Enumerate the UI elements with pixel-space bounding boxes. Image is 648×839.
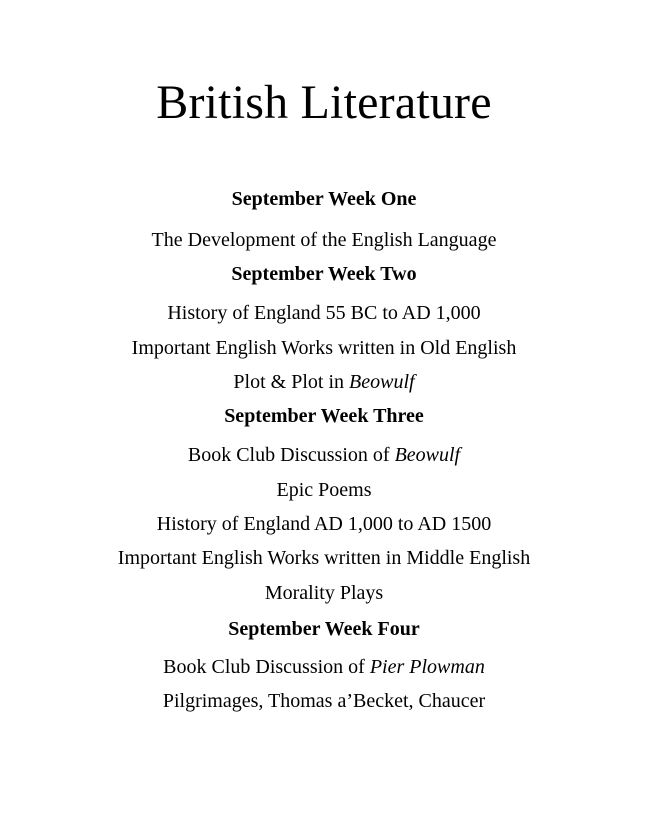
topic-line (0, 227, 648, 253)
topic-italic: Beowulf (349, 371, 415, 393)
topic-line (0, 545, 648, 571)
week-heading-4: September Week Four (228, 618, 420, 640)
topic-text: Important English Works written in Old English (131, 337, 517, 359)
topic-text: Book Club Discussion of (163, 656, 370, 678)
topic-line (0, 654, 648, 680)
topic-text: Morality Plays (264, 582, 384, 604)
topic-line (0, 477, 648, 503)
topic-line (0, 300, 648, 326)
week-heading-2: September Week Two (231, 263, 417, 285)
week-heading-1: September Week One (231, 188, 417, 210)
topic-line (0, 511, 648, 537)
topic-line (0, 369, 648, 395)
topic-text: Epic Poems (276, 479, 372, 501)
topic-italic: Pier Plowman (369, 656, 485, 678)
topic-text: Plot & Plot in (233, 371, 350, 393)
topic-line (0, 442, 648, 468)
topic-text: History of England 55 BC to AD 1,000 (167, 302, 481, 324)
topic-line (0, 580, 648, 606)
topic-text: History of England AD 1,000 to AD 1500 (156, 513, 492, 535)
topic-line (0, 335, 648, 361)
topic-text: The Development of the English Language (151, 229, 497, 251)
topic-text: Book Club Discussion of (187, 444, 395, 466)
topic-line (0, 688, 648, 714)
topic-text: Important English Works written in Middle English (117, 547, 531, 569)
page-title: British Literature (156, 76, 492, 129)
topic-italic: Beowulf (394, 444, 461, 466)
week-heading-3: September Week Three (224, 405, 424, 427)
topic-text: Pilgrimages, Thomas a’Becket, Chaucer (162, 690, 486, 712)
